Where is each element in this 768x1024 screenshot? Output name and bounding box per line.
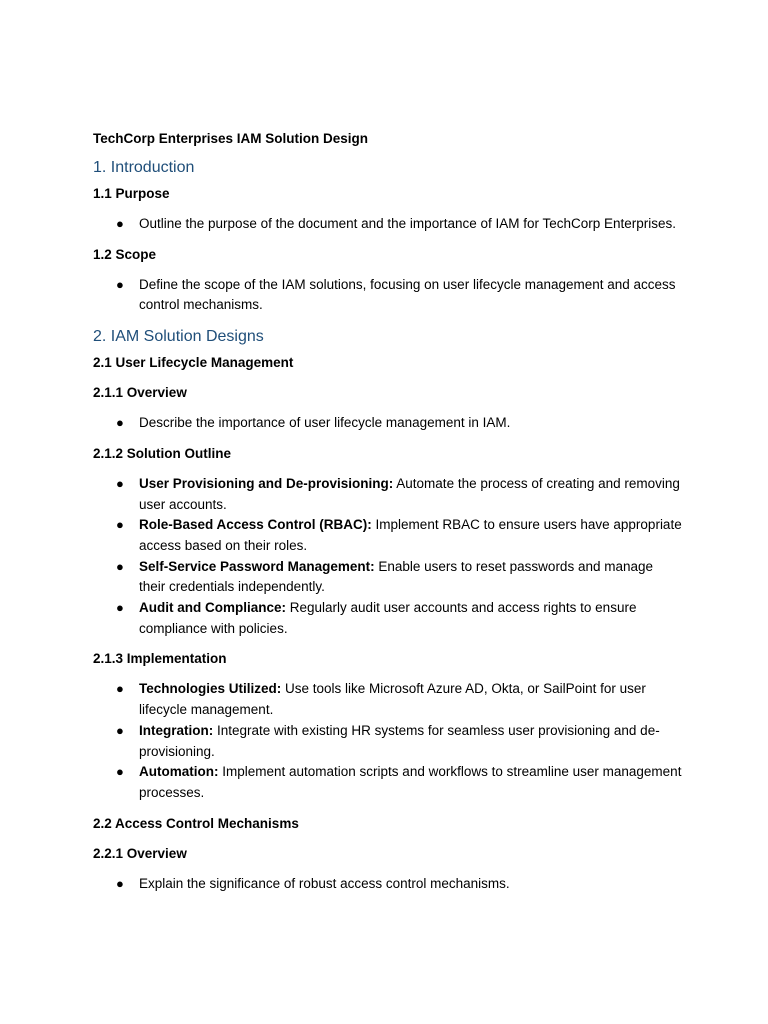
bullet-icon: ● [116,600,124,616]
bullet-icon: ● [116,475,124,491]
bullet-icon: ● [116,875,124,891]
list-item-text: Outline the purpose of the document and the importance of IAM for TechCorp Enterprises. [139,216,677,231]
subsubsection-heading-implementation: 2.1.3 Implementation [93,651,227,667]
implementation-list [93,679,683,803]
list-item [93,474,683,515]
document-body [93,129,683,904]
list-item [93,598,683,639]
solution-outline-list [93,474,683,640]
bullet-icon: ● [116,764,124,780]
list-item-text: Describe the importance of user lifecycle management in IAM. [139,415,511,431]
list-item-text: Implement automation scripts and workflows to streamline user management processes. [139,764,682,800]
bullet-icon: ● [116,216,124,231]
list-item [93,413,683,434]
subsection-heading-access-control: 2.2 Access Control Mechanisms [93,815,299,831]
list-item [93,721,683,762]
subsubsection-heading-access-overview: 2.2.1 Overview [93,845,187,861]
list-item [93,679,683,720]
bullet-icon: ● [116,558,124,574]
document-title: TechCorp Enterprises IAM Solution Design [93,131,369,146]
subsubsection-heading-overview: 2.1.1 Overview [93,385,187,401]
list-item-label: Audit and Compliance: [139,600,287,616]
access-overview-list [93,874,683,895]
list-item-text: Regularly audit user accounts and access rights to ensure compliance with policies. [139,600,637,636]
list-item [93,275,683,316]
bullet-icon: ● [116,722,124,738]
list-item-text: Implement RBAC to ensure users have appropriate access based on their roles. [139,517,682,553]
list-item [93,214,683,235]
section-heading-iam-solution-designs: 2. IAM Solution Designs [93,328,264,346]
list-item-text: Enable users to reset passwords and manage their credentials independently. [139,558,654,595]
bullet-icon: ● [116,415,124,431]
scope-list [93,275,683,316]
list-item [93,762,683,803]
subsection-heading-purpose: 1.1 Purpose [93,186,170,201]
list-item-text: Use tools like Microsoft Azure AD, Okta, or SailPoint for user lifecycle management. [139,681,646,718]
subsubsection-heading-solution-outline: 2.1.2 Solution Outline [93,445,232,461]
bullet-icon: ● [116,276,124,292]
lifecycle-overview-list [93,413,683,434]
list-item-text: Integrate with existing HR systems for seamless user provisioning and de-provisioning. [139,722,660,759]
list-item-label: Self-Service Password Management: [139,558,375,574]
subsection-heading-user-lifecycle: 2.1 User Lifecycle Management [93,355,294,371]
list-item-text: Automate the process of creating and removing user accounts. [139,475,680,512]
list-item-label: User Provisioning and De-provisioning: [139,475,394,491]
subsection-heading-scope: 1.2 Scope [93,246,157,262]
list-item [93,557,683,598]
list-item [93,515,683,556]
bullet-icon: ● [116,517,124,533]
list-item-label: Role-Based Access Control (RBAC): [139,517,372,533]
list-item-text: Define the scope of the IAM solutions, focusing on user lifecycle management and access control mechanisms. [139,276,676,313]
list-item-text: Explain the significance of robust access control mechanisms. [139,875,510,891]
section-heading-introduction: 1. Introduction [93,159,195,176]
bullet-icon: ● [116,681,124,697]
list-item-label: Automation: [139,764,219,780]
list-item-label: Technologies Utilized: [139,681,282,697]
purpose-list [93,214,683,235]
list-item [93,874,683,895]
list-item-label: Integration: [139,722,214,738]
